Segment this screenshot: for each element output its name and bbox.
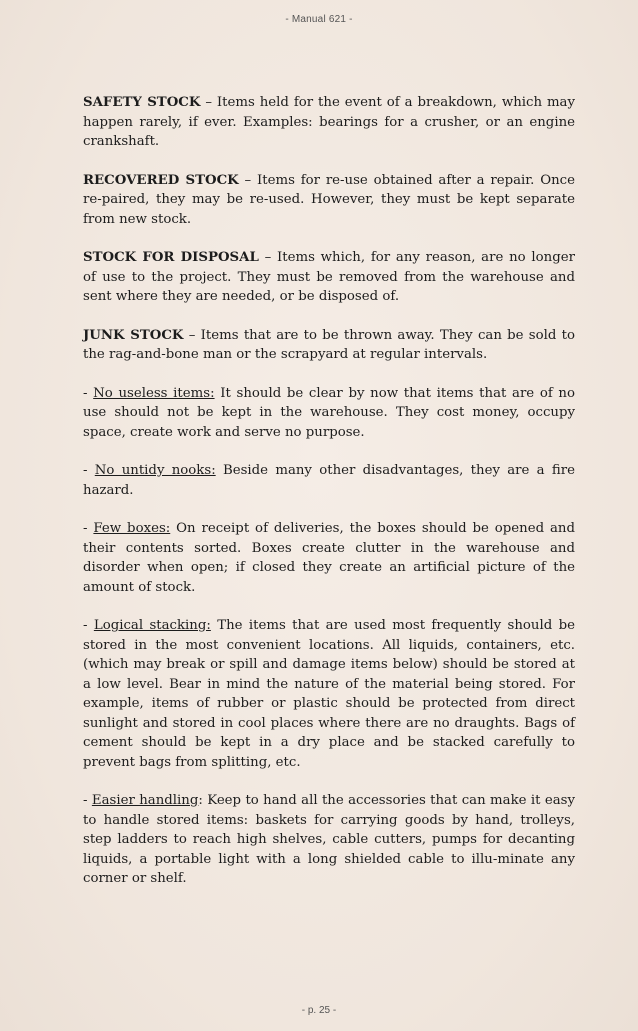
rule-logical-stacking (83, 616, 575, 772)
page-number: - p. 25 - (301, 1005, 337, 1016)
rule-dash: - (83, 385, 94, 401)
definition-term: JUNK STOCK (83, 327, 184, 343)
rule-heading: Few boxes: (93, 521, 171, 536)
rule-text: The items that are used most frequently should be stored in the most convenient locations. All liquids, containers, etc. (which may break or spill and damage items below) should be stored at a low level. Bear in mind the nature of the material being stored. For example, items of rubber or plastic should be protected from direct sunlight and stored in cool places where there are no draughts. Bags of cement should be kept in a dry place and be stacked carefully to prevent bags from splitting, etc. (83, 618, 575, 770)
definition-junk-stock (83, 326, 575, 365)
rule-heading: Logical stacking: (93, 618, 211, 633)
definition-text: – Items for re-use obtained after a repair. Once re-paired, they may be re-used. However, they must be kept separate from new stock. (83, 172, 576, 227)
definition-recovered-stock (83, 171, 575, 230)
rule-text: : Keep to hand all the accessories that can make it easy to handle stored items: baskets for carrying goods by hand, trolleys, step ladders to reach high shelves, cable cutters, pumps for decanting liquids, a portable light with a long shielded cable to illu-minate any corner or shelf. (83, 793, 575, 886)
rule-heading: Easier handling (91, 793, 199, 808)
rule-dash: - (83, 463, 95, 478)
rule-dash: - (83, 521, 94, 536)
rule-heading: No untidy nooks: (94, 463, 216, 478)
definition-term: RECOVERED STOCK (83, 172, 239, 188)
rule-no-untidy-nooks (83, 461, 575, 500)
definition-term: STOCK FOR DISPOSAL (83, 250, 259, 265)
running-header: - Manual 621 - (285, 14, 353, 25)
rule-dash: - (83, 618, 94, 633)
rule-heading: No useless items: (93, 385, 215, 401)
rule-dash: - (83, 793, 92, 808)
rule-no-useless-items (83, 384, 575, 443)
definition-text: – Items held for the event of a breakdown, which may happen rarely, if ever. Examples: bearings for a crusher, or an engine crankshaft. (83, 95, 575, 149)
rule-text: Beside many other disadvantages, they are a fire hazard. (83, 463, 575, 498)
definition-text: – Items that are to be thrown away. They can be sold to the rag-and-bone man or the scrapyard at regular intervals. (83, 327, 575, 362)
definition-safety-stock (83, 93, 575, 152)
definition-text: – Items which, for any reason, are no longer of use to the project. They must be removed from the warehouse and sent where they are needed, or be disposed of. (83, 250, 575, 304)
rule-text: It should be clear by now that items that are of no use should not be kept in the warehouse. They cost money, occupy space, create work and serve no purpose. (83, 385, 575, 440)
definition-term: SAFETY STOCK (83, 95, 201, 110)
rule-few-boxes (83, 519, 575, 597)
rule-text: On receipt of deliveries, the boxes should be opened and their contents sorted. Boxes create clutter in the warehouse and disorder when open; if closed they create an artificial picture of the amount of stock. (83, 521, 575, 595)
rule-easier-handling (83, 791, 575, 889)
definition-stock-for-disposal (83, 248, 575, 307)
page-body (83, 93, 575, 908)
